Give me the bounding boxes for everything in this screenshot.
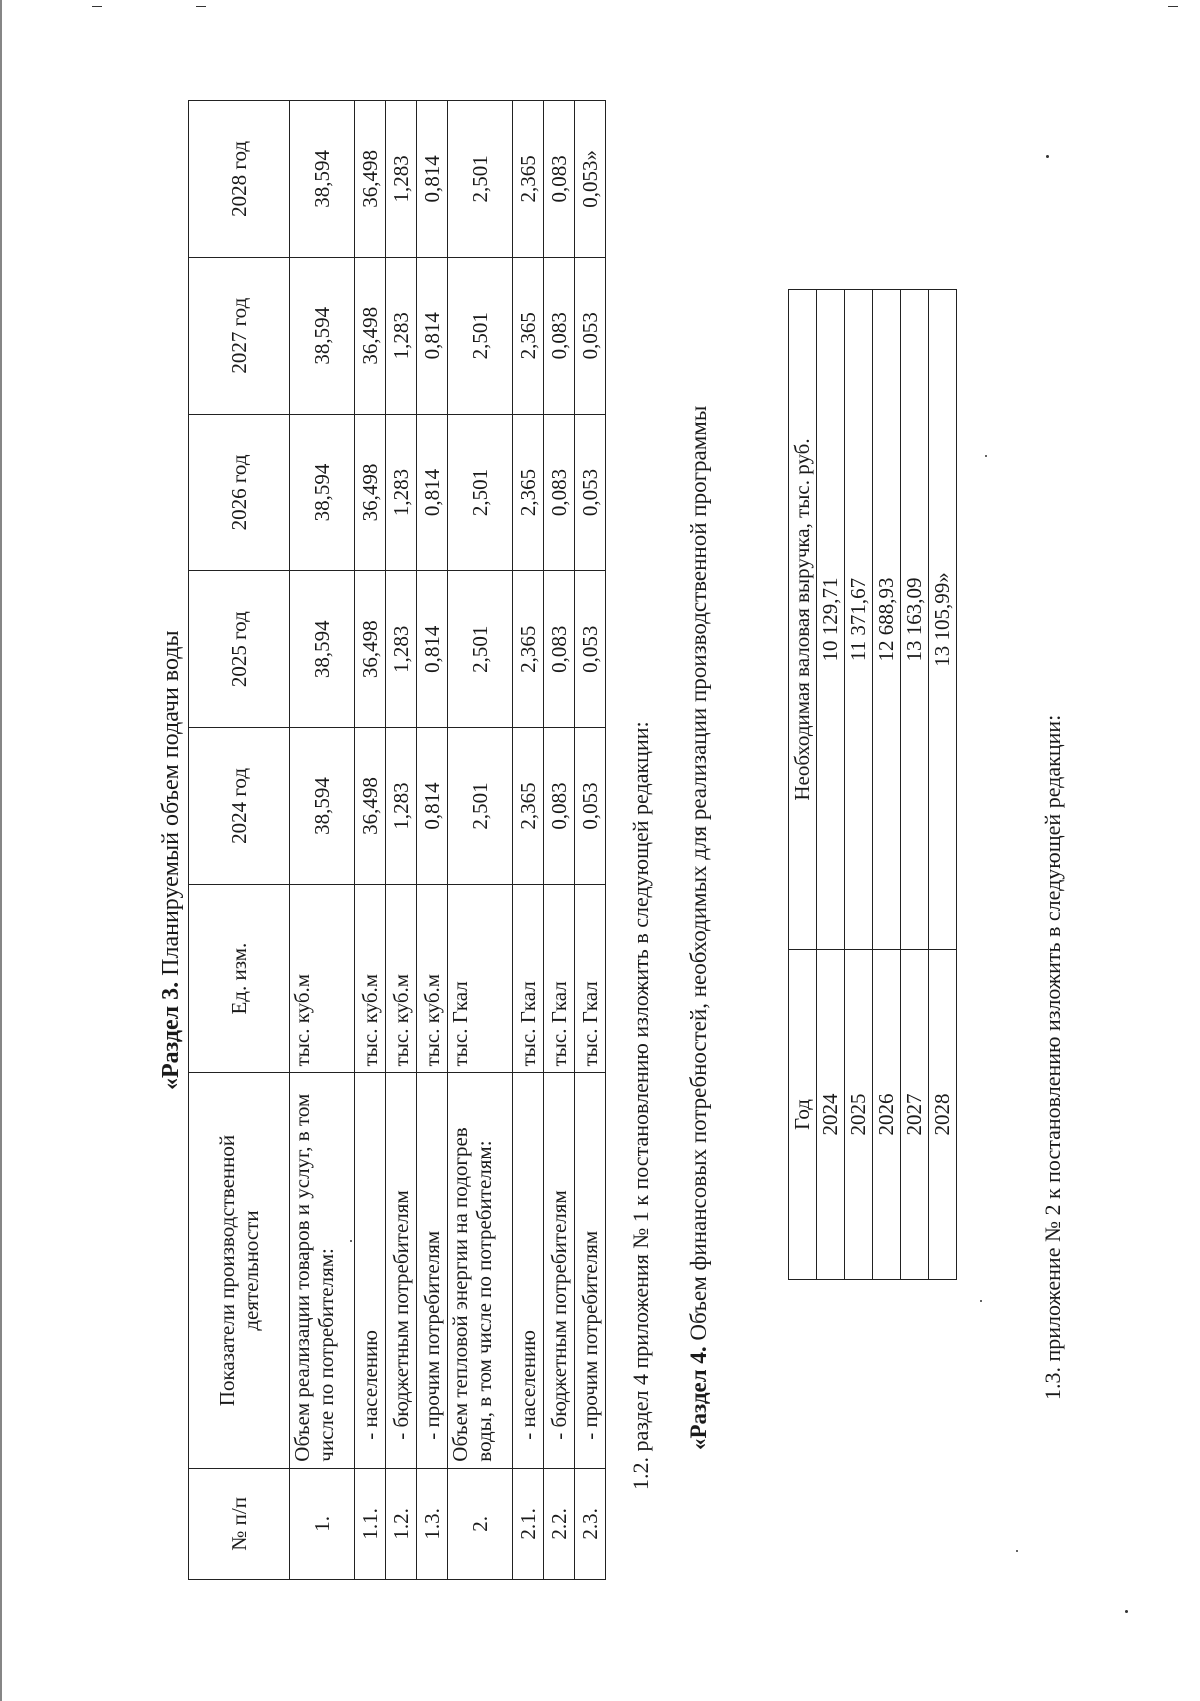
unit-cell: тыс. куб.м [417, 884, 448, 1073]
value-cell: 0,814 [417, 414, 448, 571]
value-cell: 38,594 [290, 101, 355, 258]
unit-cell: тыс. Гкал [448, 884, 513, 1073]
value-cell: 0,814 [417, 571, 448, 728]
value-cell: 1,283 [386, 414, 417, 571]
year-cell: 2025 [845, 950, 873, 1280]
unit-cell: тыс. куб.м [290, 884, 355, 1073]
indicator-name: Объем тепловой энергии на подогрев воды, в том числе по потребителям: [448, 1073, 513, 1468]
year-cell: 2027 [901, 950, 929, 1280]
table-row [290, 101, 355, 1580]
value-cell: 0,083 [544, 728, 575, 885]
column-header: 2025 год [189, 571, 290, 728]
table-row [513, 101, 544, 1580]
value-cell: 0,053 [575, 414, 606, 571]
value-cell: 2,501 [448, 728, 513, 885]
section4-heading [686, 406, 712, 1450]
value-cell: 1,283 [386, 571, 417, 728]
value-cell: 0,053» [575, 101, 606, 258]
row-number: 1.3. [417, 1468, 448, 1579]
table-header-row [189, 101, 290, 1580]
value-cell: 38,594 [290, 414, 355, 571]
value-cell: 36,498 [355, 728, 386, 885]
value-cell: 2,365 [513, 257, 544, 414]
table-row [448, 101, 513, 1580]
value-cell: 1,283 [386, 728, 417, 885]
indicator-name: Объем реализации товаров и услуг, в том числе по потребителям: [290, 1073, 355, 1468]
value-cell: 36,498 [355, 571, 386, 728]
revenue-cell: 13 163,09 [901, 290, 929, 950]
table-row [386, 101, 417, 1580]
column-header: № п/п [189, 1468, 290, 1579]
value-cell: 0,814 [417, 101, 448, 258]
indicator-name: - бюджетным потребителям [386, 1073, 417, 1468]
table-row [417, 101, 448, 1580]
value-cell: 36,498 [355, 101, 386, 258]
value-cell: 36,498 [355, 257, 386, 414]
value-cell: 0,083 [544, 414, 575, 571]
column-header: Год [789, 950, 817, 1280]
indicator-name: - населению [513, 1073, 544, 1468]
value-cell: 2,365 [513, 571, 544, 728]
scan-mark [196, 6, 206, 7]
revenue-cell: 10 129,71 [817, 290, 845, 950]
revenue-cell: 13 105,99» [929, 290, 957, 950]
value-cell: 38,594 [290, 571, 355, 728]
table-header-row [789, 290, 817, 1280]
unit-cell: тыс. Гкал [544, 884, 575, 1073]
column-header: 2027 год [189, 257, 290, 414]
section4-heading-text: Объем финансовых потребностей, необходимых для реализации производственной программы [686, 405, 711, 1347]
row-number: 1.2. [386, 1468, 417, 1579]
scan-mark [1168, 6, 1178, 7]
value-cell: 2,365 [513, 414, 544, 571]
column-header: 2024 год [189, 728, 290, 885]
table-row [845, 290, 873, 1280]
table-row [929, 290, 957, 1280]
water-supply-table [188, 100, 606, 1580]
indicator-name: - прочим потребителям [575, 1073, 606, 1468]
value-cell: 36,498 [355, 414, 386, 571]
row-number: 2.2. [544, 1468, 575, 1579]
value-cell: 0,083 [544, 571, 575, 728]
indicator-name: - прочим потребителям [417, 1073, 448, 1468]
row-number: 2.1. [513, 1468, 544, 1579]
financial-needs-table [788, 289, 957, 1280]
column-header: Показатели производственной деятельности [189, 1073, 290, 1468]
column-header: 2026 год [189, 414, 290, 571]
table-row [901, 290, 929, 1280]
unit-cell: тыс. куб.м [355, 884, 386, 1073]
value-cell: 0,053 [575, 257, 606, 414]
value-cell: 0,053 [575, 571, 606, 728]
row-number: 1. [290, 1468, 355, 1579]
row-number: 2.3. [575, 1468, 606, 1579]
value-cell: 2,365 [513, 101, 544, 258]
paragraph-1-3: 1.3. приложение № 2 к постановлению изложить в следующей редакции: [1040, 714, 1065, 1400]
value-cell: 0,053 [575, 728, 606, 885]
paragraph-1-2: 1.2. раздел 4 приложения № 1 к постановлению изложить в следующей редакции: [628, 721, 653, 1490]
row-number: 1.1. [355, 1468, 386, 1579]
year-cell: 2026 [873, 950, 901, 1280]
revenue-cell: 11 371,67 [845, 290, 873, 950]
indicator-name: - бюджетным потребителям [544, 1073, 575, 1468]
table-row [575, 101, 606, 1580]
year-cell: 2024 [817, 950, 845, 1280]
table-row [544, 101, 575, 1580]
value-cell: 1,283 [386, 257, 417, 414]
value-cell: 2,501 [448, 571, 513, 728]
section3-heading-text: Планируемый объем подачи воды [158, 630, 184, 982]
value-cell: 0,814 [417, 728, 448, 885]
table-row [817, 290, 845, 1280]
table-row [873, 290, 901, 1280]
rotated-page [30, 30, 1130, 1650]
unit-cell: тыс. Гкал [513, 884, 544, 1073]
row-number: 2. [448, 1468, 513, 1579]
column-header: 2028 год [189, 101, 290, 258]
value-cell: 2,501 [448, 101, 513, 258]
value-cell: 0,814 [417, 257, 448, 414]
value-cell: 2,501 [448, 414, 513, 571]
value-cell: 1,283 [386, 101, 417, 258]
column-header: Необходимая валовая выручка, тыс. руб. [789, 290, 817, 950]
scan-mark [92, 6, 102, 7]
revenue-cell: 12 688,93 [873, 290, 901, 950]
value-cell: 0,083 [544, 257, 575, 414]
indicator-name: - населению [355, 1073, 386, 1468]
table-row [355, 101, 386, 1580]
value-cell: 38,594 [290, 728, 355, 885]
value-cell: 0,083 [544, 101, 575, 258]
value-cell: 2,365 [513, 728, 544, 885]
value-cell: 38,594 [290, 257, 355, 414]
value-cell: 2,501 [448, 257, 513, 414]
year-cell: 2028 [929, 950, 957, 1280]
column-header: Ед. изм. [189, 884, 290, 1073]
section4-heading-bold: «Раздел 4. [686, 1346, 711, 1450]
section3-heading-bold: «Раздел 3. [158, 981, 184, 1090]
scan-edge-line [0, 0, 2, 1701]
section3-heading [158, 630, 185, 1090]
unit-cell: тыс. Гкал [575, 884, 606, 1073]
unit-cell: тыс. куб.м [386, 884, 417, 1073]
